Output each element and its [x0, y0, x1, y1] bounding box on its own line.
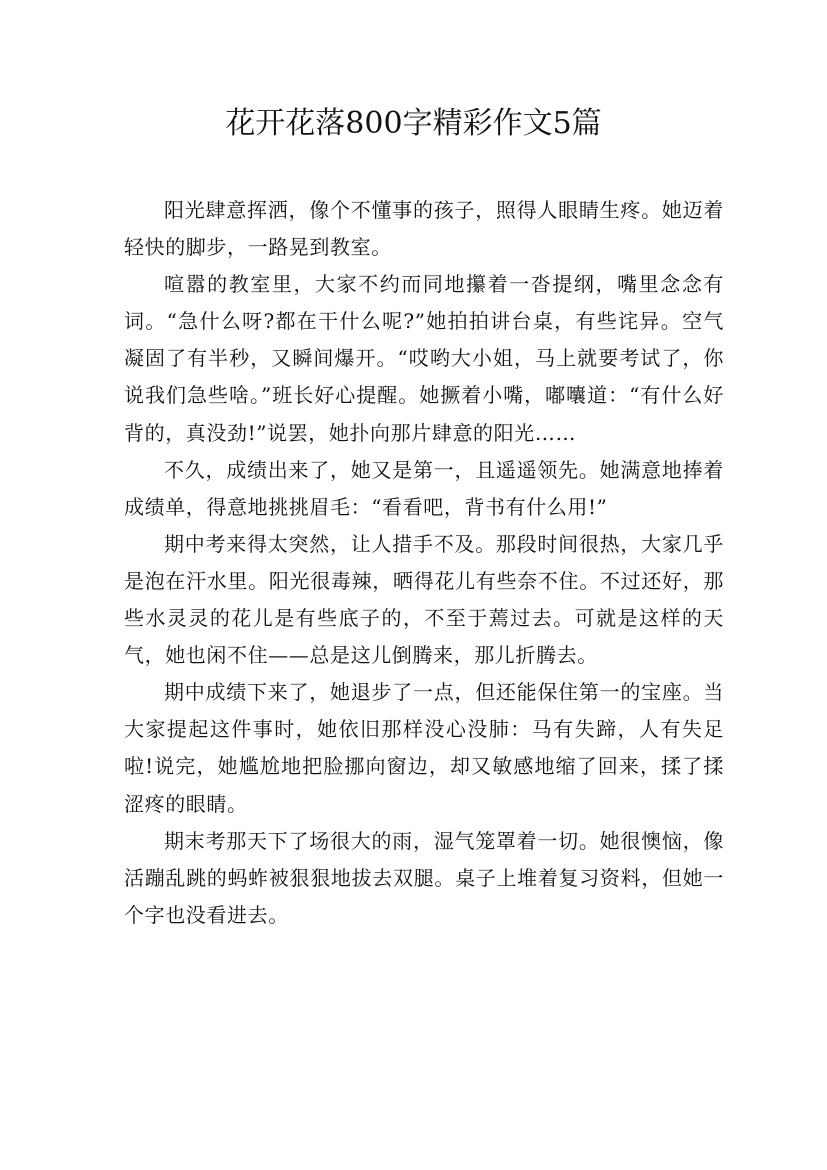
- document-title: 花开花落800字精彩作文5篇: [225, 106, 602, 141]
- paragraph: 期中成绩下来了，她退步了一点，但还能保住第一的宝座。当大家提起这件事时，她依旧那样没心没肺：马有失蹄，人有失足啦!说完，她尴尬地把脸挪向窗边，却又敏感地缩了回来，揉了揉涩疼的眼睛。: [124, 680, 724, 816]
- document-body: [124, 192, 724, 934]
- paragraph: 不久，成绩出来了，她又是第一，且遥遥领先。她满意地捧着成绩单，得意地挑挑眉毛：“看看吧，背书有什么用!”: [124, 457, 724, 519]
- paragraph: 阳光肆意挥洒，像个不懂事的孩子，照得人眼睛生疼。她迈着轻快的脚步，一路晃到教室。: [124, 198, 724, 260]
- paragraph: 期末考那天下了场很大的雨，湿气笼罩着一切。她很懊恼，像活蹦乱跳的蚂蚱被狠狠地拔去双腿。桌子上堆着复习资料，但她一个字也没看进去。: [124, 828, 724, 927]
- paragraph: 喧嚣的教室里，大家不约而同地攥着一沓提纲，嘴里念念有词。“急什么呀?都在干什么呢?”她拍拍讲台桌，有些诧异。空气凝固了有半秒，又瞬间爆开。“哎哟大小姐，马上就要考试了，你说我们急些啥。”班长好心提醒。她撅着小嘴，嘟囔道：“有什么好背的，真没劲!”说罢，她扑向那片肆意的阳光……: [124, 272, 724, 445]
- paragraph: 期中考来得太突然，让人措手不及。那段时间很热，大家几乎是泡在汗水里。阳光很毒辣，晒得花儿有些奈不住。不过还好，那些水灵灵的花儿是有些底子的，不至于蔫过去。可就是这样的天气，她也闲不住——总是这儿倒腾来，那儿折腾去。: [124, 531, 724, 668]
